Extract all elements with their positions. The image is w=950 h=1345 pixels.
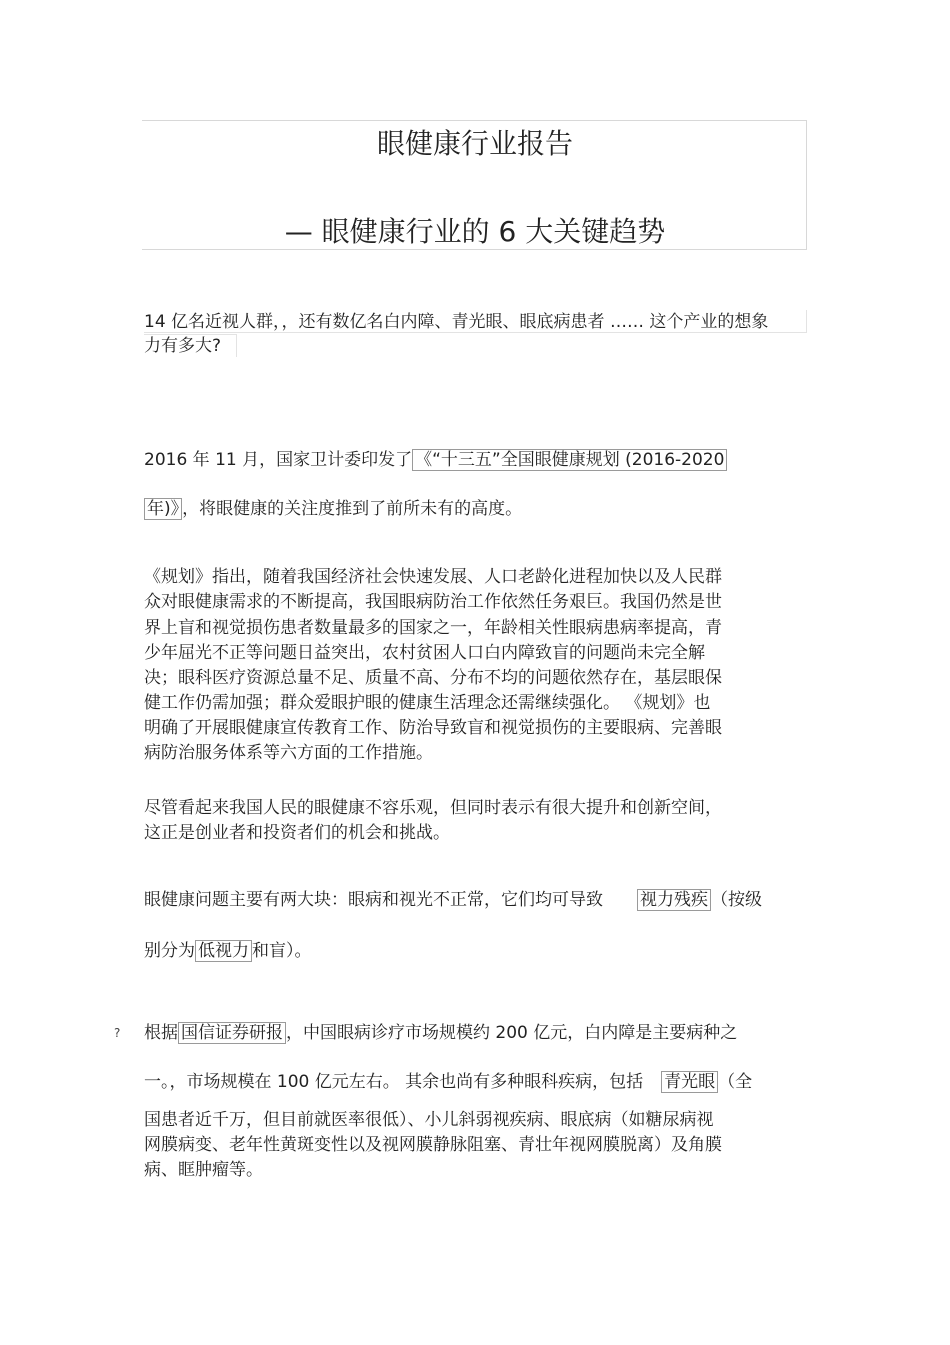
plan-title-link-cont[interactable]: 年)》 (144, 498, 182, 520)
intro-line-1: 14 亿名近视人群，，还有数亿名白内障、青光眼、眼底病患者 …… 这个产业的想象 (144, 312, 769, 332)
para2-line: 健工作仍需加强；群众爱眼护眼的健康生活理念还需继续强化。 《规划》也 (144, 693, 711, 713)
para1-line-2 (144, 497, 522, 521)
document-subtitle: — 眼健康行业的 6 大关键趋势 (284, 215, 666, 248)
para2-line: 少年屈光不正等问题日益突出，农村贫困人口白内障致盲的问题尚未完全解 (144, 643, 705, 663)
para5-line-3: 国患者近千万，但目前就医率很低）、小儿斜弱视疾病、眼底病（如糖尿病视 (144, 1110, 714, 1130)
para3-line: 这正是创业者和投资者们的机会和挑战。 (144, 823, 450, 843)
bullet-marker: ? (114, 1026, 121, 1040)
para4-text-2: 别分为 (144, 941, 195, 961)
para5-line-2 (144, 1070, 752, 1094)
para5-text: 根据 (144, 1023, 178, 1043)
para3-line: 尽管看起来我国人民的眼健康不容乐观，但同时表示有很大提升和创新空间， (144, 798, 722, 818)
para4-line-2 (144, 939, 312, 963)
para5-text-3: （全 (718, 1072, 753, 1092)
para1-text: 2016 年 11 月，国家卫计委印发了 (144, 450, 413, 470)
para5-line-5: 病、眶肿瘤等。 (144, 1160, 263, 1180)
para4-text: 眼健康问题主要有两大块：眼病和视光不正常，它们均可导致 (144, 890, 603, 910)
glaucoma-link[interactable]: 青光眼 (661, 1071, 718, 1093)
guosen-report-link[interactable]: 国信证券研报 (178, 1022, 286, 1044)
para4-line-1 (144, 888, 762, 912)
para5-line-1 (144, 1021, 737, 1045)
intro-line-2: 力有多大? (144, 336, 222, 356)
document-title: 眼健康行业报告 (376, 127, 573, 160)
para2-line: 明确了开展眼健康宣传教育工作、防治导致盲和视觉损伤的主要眼病、完善眼 (144, 718, 722, 738)
para2-line: 众对眼健康需求的不断提高，我国眼病防治工作依然任务艰巨。我国仍然是世 (144, 592, 722, 612)
para2-line: 病防治服务体系等六方面的工作措施。 (144, 743, 433, 763)
para5-text-post: ，中国眼病诊疗市场规模约 200 亿元，白内障是主要病种之 (286, 1023, 738, 1043)
para2-line: 《规划》指出，随着我国经济社会快速发展、人口老龄化进程加快以及人民群 (144, 567, 722, 587)
para5-line-4: 网膜病变、老年性黄斑变性以及视网膜静脉阻塞、青壮年视网膜脱离）及角膜 (144, 1135, 722, 1155)
para4-text-3: 和盲）。 (252, 941, 312, 961)
para5-text-2: 一。，市场规模在 100 亿元左右。 其余也尚有多种眼科疾病，包括 (144, 1072, 644, 1092)
para2-line: 界上盲和视觉损伤患者数量最多的国家之一，年龄相关性眼病患病率提高，青 (144, 618, 722, 638)
plan-title-link[interactable]: 《“十三五”全国眼健康规划 (2016-2020 (412, 449, 727, 471)
low-vision-link[interactable]: 低视力 (195, 940, 252, 962)
para2-line: 决；眼科医疗资源总量不足、质量不高、分布不均的问题依然存在，基层眼保 (144, 668, 722, 688)
visual-disability-link[interactable]: 视力残疾 (637, 889, 711, 911)
para1-line-1 (144, 448, 727, 472)
para1-text-2: ，将眼健康的关注度推到了前所未有的高度。 (182, 499, 523, 519)
para4-text-post: （按级 (711, 890, 762, 910)
